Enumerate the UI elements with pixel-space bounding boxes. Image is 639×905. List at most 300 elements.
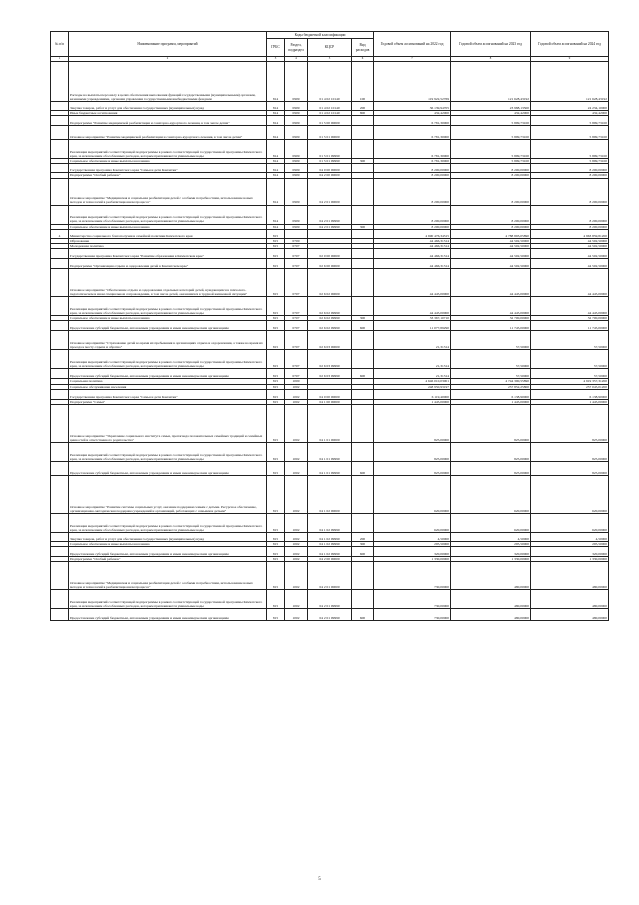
- row-name: Подпрограмма "Особый ребенок": [69, 173, 267, 178]
- row-name: Основное мероприятие "Обеспечение отдыха и оздоровления отдельных категорий детей, нуждающихся в психолого-педагогическом и ином специальном сопровождении, в том числе детей, оказавшихся в трудной жизненной ситуации": [69, 269, 267, 297]
- row-amount-2024: 4,50000: [531, 533, 609, 542]
- header-vr: Вид расходов: [352, 39, 374, 57]
- table-row: [51, 164, 609, 173]
- row-amount-2023: 295,50000: [451, 542, 531, 547]
- row-amount-2024: 57,50000: [531, 350, 609, 369]
- row-csr: 04 1 02 09990: [308, 533, 352, 542]
- row-vr: [352, 259, 374, 269]
- row-grbs: 814: [267, 173, 285, 178]
- row-csr: 02 6 00 00000: [308, 259, 352, 269]
- row-grbs: 814: [267, 111, 285, 116]
- row-grbs: 815: [267, 462, 285, 476]
- row-amount-2024: 57,50000: [531, 369, 609, 379]
- row-name: Подпрограмма "Семья": [69, 399, 267, 404]
- row-name: Предоставление субсидий бюджетным, автономным учреждениям и иным некоммерческим организациям: [69, 547, 267, 557]
- row-razdel: 0707: [285, 321, 308, 331]
- column-index: 2: [69, 57, 267, 62]
- row-amount-2023: 5 899,73100: [451, 159, 531, 164]
- row-name: Реализация мероприятий соответствующей подпрограммы в рамках соответствующей государственной программы Камчатского края, за исключением обособленных расходов, которым присваиваются уникальные коды: [69, 350, 267, 369]
- header-csr: КЦСР: [308, 39, 352, 57]
- row-name: Социальное обеспечение и иные выплаты населению: [69, 316, 267, 321]
- row-number: [51, 590, 69, 609]
- table-row: [51, 316, 609, 321]
- row-amount-2024: 44 502,50000: [531, 238, 609, 243]
- row-amount-2022: 44 466,31314: [374, 259, 451, 269]
- row-name: Реализация мероприятий соответствующей подпрограммы в рамках соответствующей государственной программы Камчатского края, за исключением обособленных расходов, которым присваиваются уникальные коды: [69, 443, 267, 462]
- row-grbs: 815: [267, 476, 285, 514]
- row-name: Основное мероприятие "Медицинская и социальная реабилитация детей с особыми потребностями, использование новых методов и технологий в реабилитационном процессе": [69, 562, 267, 590]
- row-amount-2024: 32 700,00000: [531, 316, 609, 321]
- row-amount-2024: 8 200,00000: [531, 224, 609, 229]
- row-razdel: 0909: [285, 126, 308, 140]
- row-amount-2024: 480,00000: [531, 609, 609, 621]
- row-vr: [352, 297, 374, 316]
- row-grbs: 814: [267, 205, 285, 224]
- row-amount-2022: 44 445,00000: [374, 269, 451, 297]
- row-amount-2024: 44 502,50000: [531, 249, 609, 259]
- row-csr: [308, 229, 352, 238]
- row-amount-2023: 620,00000: [451, 476, 531, 514]
- row-amount-2023: 44 445,00000: [451, 269, 531, 297]
- row-amount-2023: 320,00000: [451, 547, 531, 557]
- row-razdel: 0909: [285, 164, 308, 173]
- row-amount-2024: 320,00000: [531, 547, 609, 557]
- row-name: Основное мероприятие "Развитие системы социальных услуг, оказание поддержки семьям с детьми. Ресурсное обеспечение, организационно-методическая поддержка учреждений и организаций, работающих с семьями и детьми": [69, 476, 267, 514]
- row-csr: 04 1 02 00000: [308, 476, 352, 514]
- row-amount-2024: 825,00000: [531, 405, 609, 443]
- row-amount-2022: 33 367,10710: [374, 316, 451, 321]
- row-grbs: 814: [267, 140, 285, 159]
- row-razdel: 0707: [285, 350, 308, 369]
- row-amount-2024: 5 899,73100: [531, 126, 609, 140]
- column-index: 8: [451, 57, 531, 62]
- row-name: Основное мероприятие "Укрепление социального института семьи, пропаганда положительных семейных традиций и семейных ценностей и ответственного родительства": [69, 405, 267, 443]
- row-amount-2022: 620,00000: [374, 476, 451, 514]
- row-grbs: 815: [267, 244, 285, 249]
- table-row: [51, 140, 609, 159]
- row-grbs: 815: [267, 369, 285, 379]
- row-grbs: 815: [267, 533, 285, 542]
- row-grbs: 814: [267, 178, 285, 205]
- row-number: [51, 321, 69, 331]
- row-amount-2022: 36 139,94705: [374, 102, 451, 111]
- row-amount-2023: 5 899,73100: [451, 116, 531, 126]
- table-row: [51, 259, 609, 269]
- row-number: [51, 369, 69, 379]
- table-row: [51, 542, 609, 547]
- row-csr: 04 1 02 09990: [308, 542, 352, 547]
- row-razdel: 1002: [285, 514, 308, 533]
- row-number: [51, 269, 69, 297]
- row-grbs: 815: [267, 405, 285, 443]
- table-row: [51, 514, 609, 533]
- row-razdel: 0700: [285, 238, 308, 243]
- table-row: [51, 331, 609, 350]
- row-razdel: 1002: [285, 389, 308, 399]
- row-amount-2023: 44 502,50000: [451, 259, 531, 269]
- row-csr: 04 2 01 00000: [308, 562, 352, 590]
- row-name: Социальное обеспечение и иные выплаты населению: [69, 224, 267, 229]
- row-number: [51, 476, 69, 514]
- table-row: [51, 609, 609, 621]
- row-name: Основное мероприятие "Развитие медицинской реабилитации и санаторно-курортного лечения, в том числе детям": [69, 126, 267, 140]
- row-amount-2023: 4 788 893,05890: [451, 229, 531, 238]
- row-name: Министерство социального благополучия и семейной политики Камчатского края: [69, 229, 267, 238]
- row-amount-2024: 5 899,73100: [531, 140, 609, 159]
- row-amount-2022: 6 781,30000: [374, 140, 451, 159]
- row-name: Молодежная политика: [69, 244, 267, 249]
- row-razdel: 0909: [285, 159, 308, 164]
- row-amount-2023: 480,00000: [451, 590, 531, 609]
- budget-table-sheet: [50, 31, 608, 621]
- row-razdel: 1002: [285, 557, 308, 562]
- row-amount-2023: 1 330,00000: [451, 557, 531, 562]
- row-amount-2024: 620,00000: [531, 514, 609, 533]
- row-vr: 300: [352, 542, 374, 547]
- row-number: [51, 462, 69, 476]
- row-csr: 04 2 01 00000: [308, 178, 352, 205]
- row-number: [51, 533, 69, 542]
- table-row: [51, 547, 609, 557]
- row-razdel: 1000: [285, 379, 308, 384]
- row-amount-2023: 8 200,00000: [451, 178, 531, 205]
- row-number: [51, 164, 69, 173]
- row-grbs: 815: [267, 321, 285, 331]
- row-csr: 04 1 01 09990: [308, 443, 352, 462]
- row-csr: 01 5 01 09990: [308, 140, 352, 159]
- row-razdel: 0707: [285, 269, 308, 297]
- row-amount-2022: 320,00000: [374, 547, 451, 557]
- row-amount-2024: 121 628,43192: [531, 62, 609, 102]
- table-row: [51, 389, 609, 399]
- row-grbs: 815: [267, 269, 285, 297]
- row-csr: 04 0 00 00000: [308, 164, 352, 173]
- row-amount-2023: 5 899,73100: [451, 126, 531, 140]
- row-razdel: 0707: [285, 369, 308, 379]
- row-number: [51, 547, 69, 557]
- table-row: [51, 369, 609, 379]
- row-name: Подпрограмма "Особый ребенок": [69, 557, 267, 562]
- row-grbs: 815: [267, 389, 285, 399]
- table-row: [51, 126, 609, 140]
- budget-rows: [51, 62, 609, 621]
- row-amount-2022: 730,00000: [374, 562, 451, 590]
- row-amount-2023: 480,00000: [451, 562, 531, 590]
- row-csr: 04 1 02 09990: [308, 547, 352, 557]
- row-vr: 300: [352, 159, 374, 164]
- row-amount-2022: 1 330,00000: [374, 557, 451, 562]
- row-csr: 01 4 02 10140: [308, 102, 352, 111]
- row-grbs: 814: [267, 116, 285, 126]
- row-razdel: 1002: [285, 542, 308, 547]
- row-grbs: 815: [267, 557, 285, 562]
- row-amount-2024: 1 330,00000: [531, 557, 609, 562]
- header-2023: Годовой объем ассигнований на 2023 год: [451, 32, 531, 57]
- row-csr: 02 6 03 09990: [308, 350, 352, 369]
- row-name: Подпрограмма "Развитие медицинской реабилитации и санаторно-курортного лечения, в том числе детям": [69, 116, 267, 126]
- row-amount-2023: 5 899,73100: [451, 140, 531, 159]
- table-row: [51, 178, 609, 205]
- row-vr: [352, 350, 374, 369]
- row-vr: [352, 126, 374, 140]
- row-amount-2023: 825,00000: [451, 405, 531, 443]
- row-amount-2024: 44 502,50000: [531, 244, 609, 249]
- row-amount-2022: 6 781,30000: [374, 116, 451, 126]
- column-index: 5: [308, 57, 352, 62]
- row-grbs: 815: [267, 379, 285, 384]
- row-number: [51, 62, 69, 102]
- row-amount-2023: 8 200,00000: [451, 205, 531, 224]
- row-grbs: 814: [267, 126, 285, 140]
- row-amount-2023: 57,50000: [451, 350, 531, 369]
- row-csr: 01 5 01 00000: [308, 126, 352, 140]
- row-amount-2022: 825,00000: [374, 405, 451, 443]
- row-amount-2024: 5 899,73100: [531, 159, 609, 164]
- row-csr: 04 1 00 00000: [308, 399, 352, 404]
- row-amount-2024: 257 045,01200: [531, 384, 609, 389]
- row-name: Реализация мероприятий соответствующей подпрограммы в рамках соответствующей государственной программы Камчатского края, за исключением обособленных расходов, которым присваиваются уникальные коды: [69, 590, 267, 609]
- header-2024: Годовой объем ассигнований на 2024 год: [531, 32, 609, 57]
- header-codes-group: Коды бюджетной классификации: [267, 32, 374, 39]
- row-amount-2024: 44 502,50000: [531, 259, 609, 269]
- table-row: [51, 462, 609, 476]
- column-index: 4: [285, 57, 308, 62]
- row-grbs: 815: [267, 399, 285, 404]
- row-razdel: 0909: [285, 62, 308, 102]
- row-amount-2024: 44 445,00000: [531, 269, 609, 297]
- row-amount-2024: 4 919 357,31200: [531, 379, 609, 384]
- row-razdel: 0707: [285, 297, 308, 316]
- row-vr: [352, 405, 374, 443]
- table-row: [51, 102, 609, 111]
- row-csr: 01 4 02 10140: [308, 62, 352, 102]
- column-index: 7: [374, 57, 451, 62]
- row-grbs: 815: [267, 229, 285, 238]
- table-row: [51, 116, 609, 126]
- row-vr: 300: [352, 224, 374, 229]
- row-vr: [352, 389, 374, 399]
- row-amount-2022: 620,00000: [374, 514, 451, 533]
- table-row: [51, 205, 609, 224]
- row-razdel: 0909: [285, 111, 308, 116]
- row-amount-2022: 432,42000: [374, 111, 451, 116]
- row-amount-2024: 11 745,00000: [531, 321, 609, 331]
- row-razdel: 0909: [285, 102, 308, 111]
- row-name: Социальное обеспечение и иные выплаты населению: [69, 542, 267, 547]
- table-row: [51, 229, 609, 238]
- row-amount-2024: 480,00000: [531, 590, 609, 609]
- row-csr: 01 5 01 09990: [308, 159, 352, 164]
- header-name: Наименование программ, мероприятий: [69, 32, 267, 57]
- row-grbs: 815: [267, 259, 285, 269]
- row-csr: 04 1 02 09990: [308, 514, 352, 533]
- row-amount-2022: 1 445,00000: [374, 399, 451, 404]
- row-grbs: 815: [267, 562, 285, 590]
- row-number: [51, 514, 69, 533]
- row-vr: [352, 116, 374, 126]
- row-csr: 02 6 02 09990: [308, 297, 352, 316]
- row-razdel: 0909: [285, 205, 308, 224]
- row-amount-2023: 257 852,25800: [451, 384, 531, 389]
- row-amount-2024: 432,42000: [531, 111, 609, 116]
- row-amount-2023: 825,00000: [451, 462, 531, 476]
- row-amount-2022: 8 200,00000: [374, 205, 451, 224]
- row-number: [51, 178, 69, 205]
- row-csr: 01 5 00 00000: [308, 116, 352, 126]
- row-grbs: 815: [267, 238, 285, 243]
- row-vr: [352, 514, 374, 533]
- row-number: [51, 562, 69, 590]
- column-index: 6: [352, 57, 374, 62]
- row-amount-2024: 825,00000: [531, 443, 609, 462]
- row-number: [51, 405, 69, 443]
- row-amount-2022: 4 690 476,34315: [374, 229, 451, 238]
- row-amount-2022: 21,31314: [374, 350, 451, 369]
- row-amount-2024: 5 899,73100: [531, 116, 609, 126]
- row-vr: [352, 178, 374, 205]
- row-vr: [352, 249, 374, 259]
- row-grbs: 815: [267, 331, 285, 350]
- row-grbs: 814: [267, 62, 285, 102]
- row-csr: 04 0 00 00000: [308, 389, 352, 399]
- table-row: [51, 62, 609, 102]
- row-grbs: 815: [267, 249, 285, 259]
- row-csr: 04 2 00 00000: [308, 557, 352, 562]
- row-number: [51, 126, 69, 140]
- table-row: [51, 533, 609, 542]
- row-name: Расходы на выплаты персоналу в целях обеспечения выполнения функций государственными (муниципальными) органами, казенными учреждениями, органами управления государственными внебюджетными фондами: [69, 62, 267, 102]
- row-amount-2022: 21,31314: [374, 331, 451, 350]
- row-razdel: 1002: [285, 462, 308, 476]
- row-vr: [352, 476, 374, 514]
- row-vr: [352, 164, 374, 173]
- header-razdel: Раздел, подраздел: [285, 39, 308, 57]
- row-number: [51, 443, 69, 462]
- table-row: [51, 224, 609, 229]
- row-grbs: 814: [267, 159, 285, 164]
- row-csr: 04 2 01 09990: [308, 224, 352, 229]
- row-number: [51, 259, 69, 269]
- row-amount-2022: 8 200,00000: [374, 224, 451, 229]
- row-name: Реализация мероприятий соответствующей подпрограммы в рамках соответствующей государственной программы Камчатского края, за исключением обособленных расходов, которым присваиваются уникальные коды: [69, 297, 267, 316]
- row-amount-2022: 825,00000: [374, 462, 451, 476]
- row-amount-2022: 730,00000: [374, 590, 451, 609]
- row-amount-2022: 6 781,30000: [374, 126, 451, 140]
- row-razdel: 1002: [285, 609, 308, 621]
- row-vr: 300: [352, 316, 374, 321]
- row-amount-2022: 730,00000: [374, 609, 451, 621]
- row-name: Реализация мероприятий соответствующей подпрограммы в рамках соответствующей государственной программы Камчатского края, за исключением обособленных расходов, которым присваиваются уникальные коды: [69, 205, 267, 224]
- row-csr: 04 2 01 09990: [308, 590, 352, 609]
- row-csr: 04 2 01 09990: [308, 609, 352, 621]
- row-amount-2023: 57,50000: [451, 331, 531, 350]
- row-name: Реализация мероприятий соответствующей подпрограммы в рамках соответствующей государственной программы Камчатского края, за исключением обособленных расходов, которым присваиваются уникальные коды: [69, 140, 267, 159]
- table-row: [51, 249, 609, 259]
- row-amount-2022: 44 466,31314: [374, 249, 451, 259]
- row-razdel: 0707: [285, 331, 308, 350]
- row-number: [51, 350, 69, 369]
- row-vr: [352, 443, 374, 462]
- row-name: Реализация мероприятий соответствующей подпрограммы в рамках соответствующей государственной программы Камчатского края, за исключением обособленных расходов, которым присваиваются уникальные коды: [69, 514, 267, 533]
- row-name: Государственная программа Камчатского края "Развитие образования в Камчатском крае": [69, 249, 267, 259]
- row-name: Социальное обеспечение и иные выплаты населению: [69, 159, 267, 164]
- row-amount-2023: 44 502,50000: [451, 249, 531, 259]
- row-name: Социальное обслуживание населения: [69, 384, 267, 389]
- row-amount-2022: 8 200,00000: [374, 173, 451, 178]
- row-amount-2024: 1 445,00000: [531, 399, 609, 404]
- header-num: № п/п: [51, 32, 69, 57]
- row-amount-2022: 21,31314: [374, 369, 451, 379]
- row-name: Закупка товаров, работ и услуг для обеспечения государственных (муниципальных) нужд: [69, 533, 267, 542]
- row-amount-2024: 8 200,00000: [531, 173, 609, 178]
- row-amount-2024: 57,50000: [531, 331, 609, 350]
- row-name: Государственная программа Камчатского края "Семья и дети Камчатки": [69, 389, 267, 399]
- row-razdel: 1002: [285, 562, 308, 590]
- row-number: 4: [51, 229, 69, 238]
- row-amount-2022: 11 077,89290: [374, 321, 451, 331]
- row-csr: 02 6 02 09990: [308, 316, 352, 321]
- row-amount-2023: 32 700,00000: [451, 316, 531, 321]
- row-razdel: 0909: [285, 178, 308, 205]
- row-vr: 100: [352, 62, 374, 102]
- table-row: [51, 269, 609, 297]
- row-razdel: 1002: [285, 384, 308, 389]
- row-amount-2024: 8 200,00000: [531, 205, 609, 224]
- row-csr: 02 6 02 09990: [308, 321, 352, 331]
- row-number: [51, 140, 69, 159]
- row-name: Предоставление субсидий бюджетным, автономным учреждениям и иным некоммерческим организациям: [69, 609, 267, 621]
- table-row: [51, 562, 609, 590]
- row-vr: [352, 331, 374, 350]
- row-vr: 800: [352, 111, 374, 116]
- row-name: Предоставление субсидий бюджетным, автономным учреждениям и иным некоммерческим организациям: [69, 369, 267, 379]
- row-amount-2023: 620,00000: [451, 514, 531, 533]
- table-row: [51, 350, 609, 369]
- row-razdel: 1002: [285, 533, 308, 542]
- row-name: Иные бюджетные ассигнования: [69, 111, 267, 116]
- table-row: [51, 590, 609, 609]
- row-grbs: 815: [267, 350, 285, 369]
- row-number: [51, 249, 69, 259]
- row-amount-2023: 23 988,13500: [451, 102, 531, 111]
- row-csr: 04 2 01 09990: [308, 205, 352, 224]
- row-amount-2022: 6 781,30000: [374, 159, 451, 164]
- row-name: Предоставление субсидий бюджетным, автономным учреждениям и иным некоммерческим организациям: [69, 462, 267, 476]
- row-amount-2023: 825,00000: [451, 443, 531, 462]
- row-amount-2024: 4 963 859,81200: [531, 229, 609, 238]
- row-razdel: 0707: [285, 249, 308, 259]
- row-name: Подпрограмма "Организация отдыха и оздоровления детей в Камчатском крае": [69, 259, 267, 269]
- row-amount-2023: 44 502,50000: [451, 238, 531, 243]
- row-amount-2023: 1 445,00000: [451, 399, 531, 404]
- row-amount-2022: 6 119,40000: [374, 389, 451, 399]
- header-grbs: ГРБС: [267, 39, 285, 57]
- row-amount-2023: 4,50000: [451, 533, 531, 542]
- row-amount-2022: 4,50000: [374, 533, 451, 542]
- budget-table: [50, 31, 609, 621]
- row-amount-2022: 44 466,31314: [374, 238, 451, 243]
- row-name: Государственная программа Камчатского края "Семья и дети Камчатки": [69, 164, 267, 173]
- row-razdel: 0707: [285, 244, 308, 249]
- row-vr: [352, 140, 374, 159]
- row-amount-2022: 44 445,00000: [374, 297, 451, 316]
- row-amount-2024: 8 200,00000: [531, 164, 609, 173]
- row-vr: 200: [352, 533, 374, 542]
- row-razdel: 0909: [285, 116, 308, 126]
- row-csr: 01 4 02 10140: [308, 111, 352, 116]
- row-csr: 02 0 00 00000: [308, 249, 352, 259]
- row-number: [51, 609, 69, 621]
